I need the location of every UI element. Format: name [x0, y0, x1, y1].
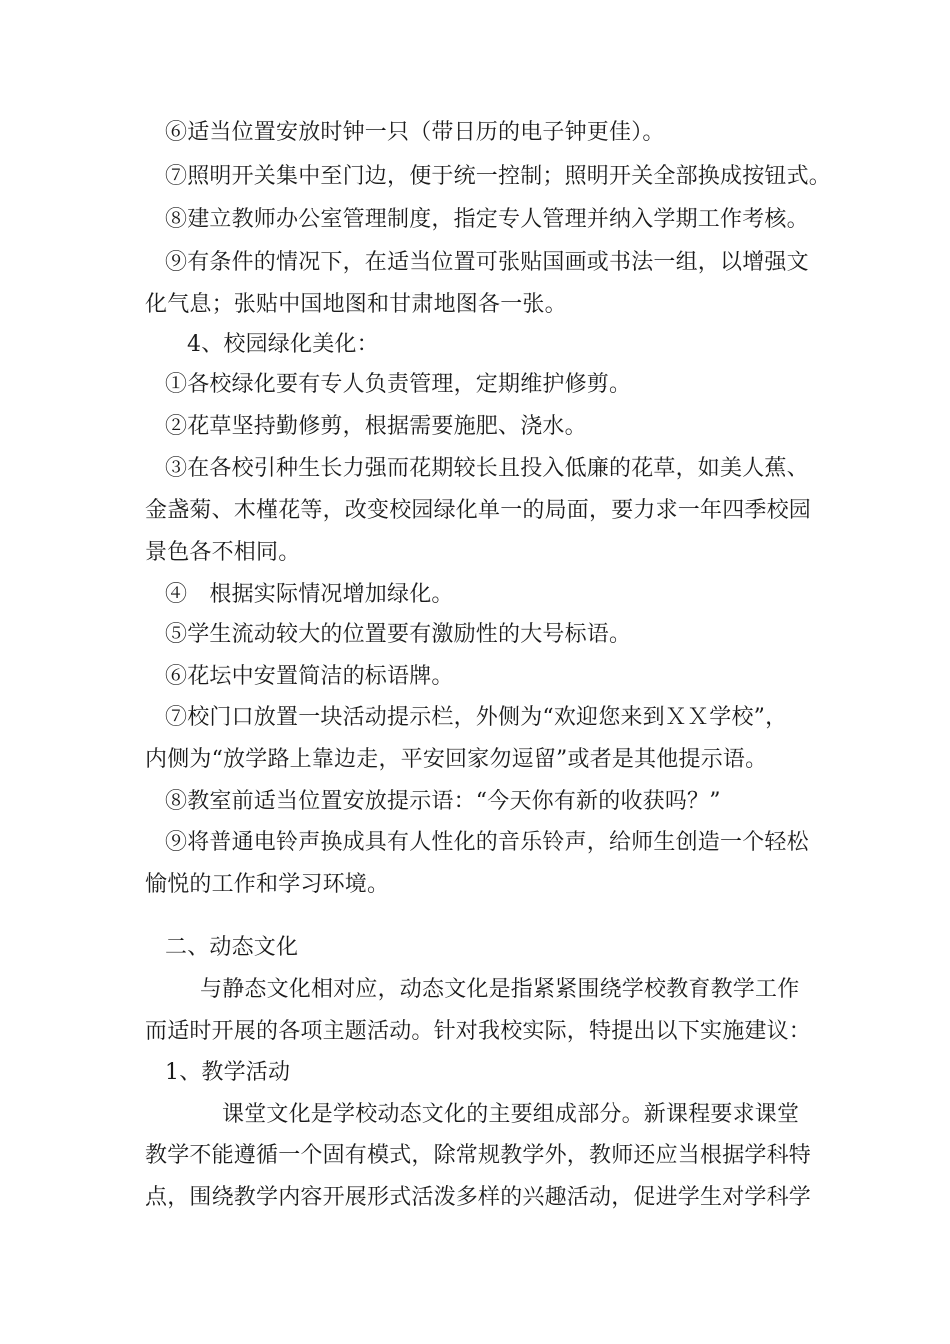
- text-line: 课堂文化是学校动态文化的主要组成部分。新课程要求课堂: [222, 1102, 800, 1127]
- text-line: ⑥花坛中安置简洁的标语牌。: [165, 664, 454, 689]
- text-line: 教学不能遵循一个固有模式，除常规教学外，教师还应当根据学科特: [145, 1143, 812, 1168]
- text-line: 景色各不相同。: [145, 540, 301, 565]
- section-heading: 4、校园绿化美化：: [187, 332, 379, 357]
- text-line: 金盏菊、木槿花等，改变校园绿化单一的局面，要力求一年四季校园: [145, 498, 812, 523]
- text-line: ⑤学生流动较大的位置要有激励性的大号标语。: [165, 622, 632, 647]
- text-line: 与静态文化相对应，动态文化是指紧紧围绕学校教育教学工作: [200, 977, 800, 1002]
- text-line: ④ 根据实际情况增加绿化。: [165, 582, 454, 607]
- text-line: ⑨有条件的情况下，在适当位置可张贴国画或书法一组，以增强文: [165, 250, 809, 275]
- text-line: 愉悦的工作和学习环境。: [145, 872, 390, 897]
- text-line: ①各校绿化要有专人负责管理，定期维护修剪。: [165, 372, 632, 397]
- subsection-heading: 1、教学活动: [165, 1060, 291, 1085]
- text-line: ②花草坚持勤修剪，根据需要施肥、浇水。: [165, 414, 587, 439]
- text-line: 而适时开展的各项主题活动。针对我校实际，特提出以下实施建议：: [145, 1019, 812, 1044]
- text-line: ⑦校门口放置一块活动提示栏，外侧为“欢迎您来到ＸＸ学校”，: [165, 705, 788, 730]
- section-heading: 二、动态文化: [165, 935, 299, 960]
- text-line: ③在各校引种生长力强而花期较长且投入低廉的花草，如美人蕉、: [165, 456, 809, 481]
- text-line: 点，围绕教学内容开展形式活泼多样的兴趣活动，促进学生对学科学: [145, 1185, 812, 1210]
- text-line: 化气息；张贴中国地图和甘肃地图各一张。: [145, 292, 567, 317]
- text-line: ⑥适当位置安放时钟一只（带日历的电子钟更佳）。: [165, 120, 665, 145]
- text-line: ⑧建立教师办公室管理制度，指定专人管理并纳入学期工作考核。: [165, 207, 809, 232]
- text-line: ⑦照明开关集中至门边，便于统一控制；照明开关全部换成按钮式。: [165, 164, 832, 189]
- text-line: ⑧教室前适当位置安放提示语：“今天你有新的收获吗？”: [165, 789, 721, 814]
- text-line: ⑨将普通电铃声换成具有人性化的音乐铃声，给师生创造一个轻松: [165, 830, 809, 855]
- text-line: 内侧为“放学路上靠边走，平安回家勿逗留”或者是其他提示语。: [145, 747, 768, 772]
